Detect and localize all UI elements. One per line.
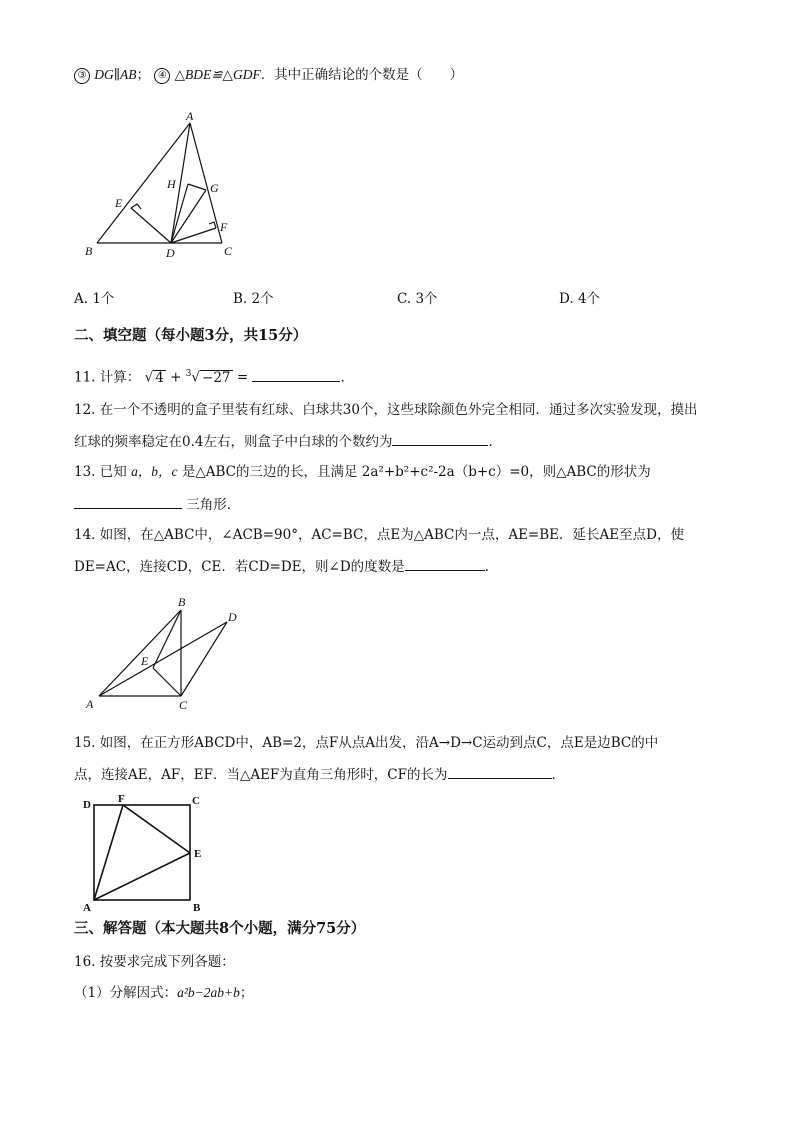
q15-line1: 15. 如图，在正方形ABCD中，AB=2，点F从点A出发，沿A→D→C运动到点C，点E是边BC的中 [74,735,659,751]
label-B: B [85,244,93,258]
q12-end: ． [488,434,502,450]
q14-line1: 14. 如图，在△ABC中，∠ACB=90°，AC=BC，点E为△ABC内一点，AE=BE．延长AE至点D，使 [74,527,684,543]
option-text: 3个 [415,291,438,307]
q16-line1: 16. 按要求完成下列各题： [74,954,235,970]
equals-sign: = [236,369,249,386]
plus-sign: + [170,369,182,386]
q13-text-b: 是△ABC的三边的长，且满足 [181,464,358,480]
label-E: E [194,848,202,860]
option-letter: D. [559,291,574,307]
q14-text: DE=AC，连接CD，CE．若CD=DE，则∠D的度数是 [74,559,405,575]
option-c[interactable] [397,287,438,307]
statement-3: DG∥AB [94,67,137,82]
q14-figure [84,595,254,715]
q16-end: ； [239,985,254,1001]
q15-end: ． [551,767,565,783]
separator: ； [136,67,151,83]
option-letter: C. [397,291,412,307]
q10-figure [80,110,250,260]
label-B: B [178,595,186,609]
q13-text-d: 三角形． [186,497,241,513]
option-d[interactable] [559,287,600,307]
label-E: E [141,654,149,668]
q10-statement-tail [74,66,463,84]
q11-prefix: 计算： [99,369,141,386]
q16-part1 [74,984,253,1002]
label-E: E [115,196,123,210]
q15-text: 点，连接AE，AF，EF．当△AEF为直角三角形时，CF的长为 [74,767,448,783]
label-D: D [228,610,237,624]
label-B: B [193,902,201,914]
circle-4: ④ [154,68,170,84]
circle-3: ③ [74,68,90,84]
option-b[interactable] [233,287,274,307]
option-letter: A. [74,291,89,307]
answer-blank[interactable] [392,431,488,446]
label-D: D [166,246,175,260]
answer-blank[interactable] [448,764,552,779]
option-a[interactable] [74,287,114,307]
label-F: F [118,793,125,805]
q10-question: ．其中正确结论的个数是（ ） [260,67,464,83]
label-H: H [167,177,176,191]
option-text: 2个 [251,291,274,307]
q13-text-a: 13. 已知 [74,464,127,480]
q12-line1: 12. 在一个不透明的盒子里装有红球、白球共30个，这些球除颜色外完全相同．通过多次实验发现，摸出 [74,402,698,418]
q16-expression: a²b−2ab+b [177,985,240,1000]
q12-line2 [74,431,502,451]
q15-line2 [74,764,565,784]
option-text: 1个 [92,291,115,307]
q11-end: ． [340,369,354,386]
cbrt-symbol: √ [191,369,201,386]
option-letter: B. [233,291,248,307]
label-F: F [220,220,228,234]
answer-blank[interactable] [252,367,340,382]
q11 [74,365,354,387]
q11-number: 11. [74,369,96,386]
section3-title: 三、解答题（本大题共8个小题，满分75分） [74,920,366,937]
cbrt-radicand: −27 [202,369,231,386]
q13-line1 [74,463,651,481]
q13-vars: a，b，c [131,464,178,479]
statement-4: △BDE≌△GDF [174,67,261,82]
label-C: C [192,795,200,807]
answer-blank[interactable] [405,556,485,571]
answer-blank[interactable] [74,494,182,509]
label-G: G [210,181,219,195]
cube-root-index: 3 [185,369,192,379]
label-A: A [83,902,91,914]
q13-line2 [74,494,240,514]
section2-title: 二、填空题（每小题3分，共15分） [74,327,308,344]
sqrt-symbol: √ [144,369,154,386]
q13-formula: 2a²+b²+c²-2a（b+c）=0 [361,464,530,480]
label-C: C [179,698,188,712]
q14-line2 [74,556,498,576]
q14-end: ． [484,559,499,575]
label-C: C [224,244,233,258]
q13-text-c: ，则△ABC的形状为 [529,464,651,480]
q15-figure [80,793,210,913]
q12-text: 红球的频率稳定在0.4左右，则盒子中白球的个数约为 [74,434,393,450]
label-A: A [86,697,94,711]
label-D: D [83,799,91,811]
option-text: 4个 [577,291,601,307]
q16-part1-label: （1）分解因式： [74,985,178,1001]
sqrt-radicand: 4 [155,369,164,386]
label-A: A [186,109,194,123]
